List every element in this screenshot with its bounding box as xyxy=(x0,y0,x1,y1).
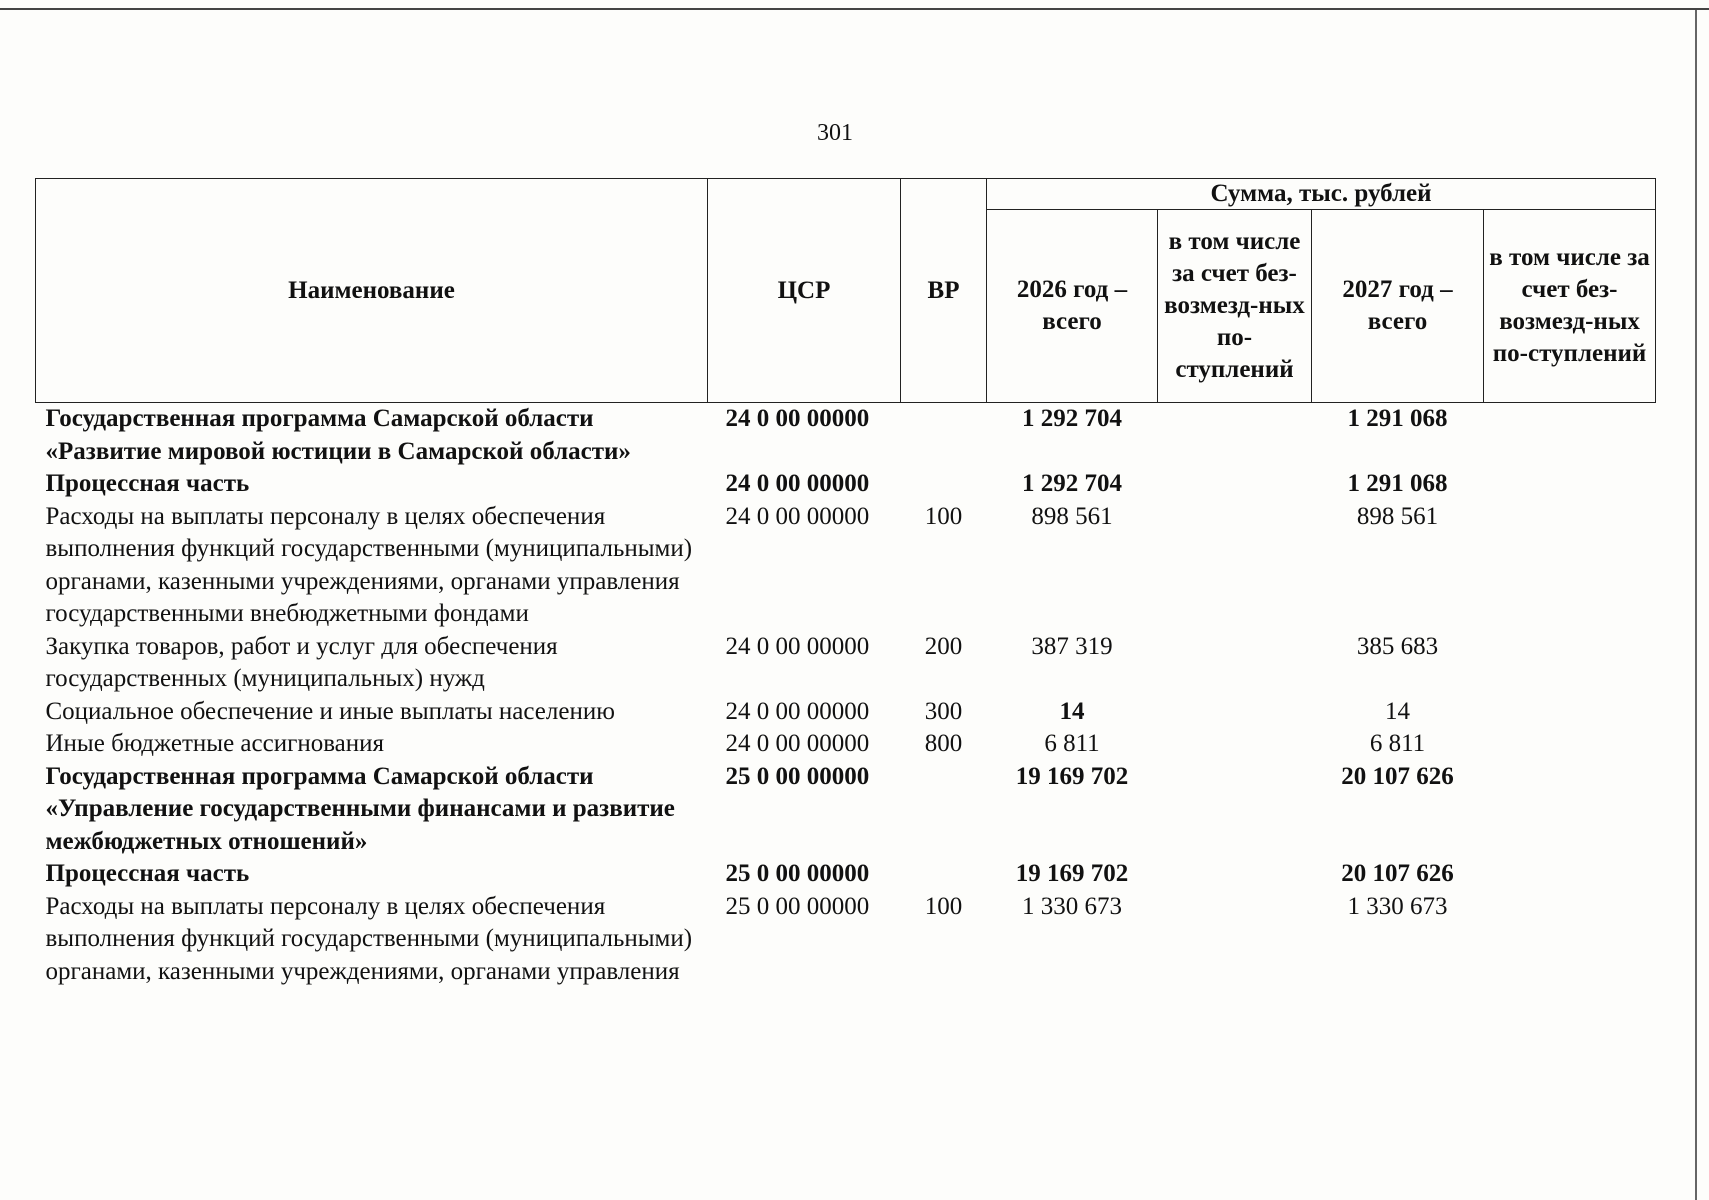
row-name-cell: Процессная часть xyxy=(45,860,250,887)
row-2026-grants-cell xyxy=(1158,891,1312,989)
row-vr-cell: 100 xyxy=(924,892,963,920)
row-2027-grants-cell xyxy=(1484,403,1656,469)
row-2027-total-cell: 14 xyxy=(1385,697,1410,725)
row-vr-cell: 200 xyxy=(924,632,963,660)
row-2027-total-cell: 1 291 068 xyxy=(1347,405,1448,432)
table-body xyxy=(36,403,1656,989)
row-2026-grants-cell xyxy=(1158,858,1312,891)
header-2027-grants: в том числе за счет без-возмезд-ных по-ступлений xyxy=(1484,210,1656,403)
row-2026-grants-cell xyxy=(1158,761,1312,859)
header-csr: ЦСР xyxy=(708,179,901,403)
table-row xyxy=(36,501,1656,631)
row-vr-cell: 300 xyxy=(924,697,963,725)
row-csr-cell: 24 0 00 00000 xyxy=(725,405,870,432)
row-csr-cell: 24 0 00 00000 xyxy=(725,632,870,660)
row-2026-total-cell: 19 169 702 xyxy=(1015,860,1129,887)
page-number: 301 xyxy=(817,120,853,146)
row-2026-total-cell: 1 292 704 xyxy=(1022,405,1122,432)
row-2027-grants-cell xyxy=(1484,761,1656,859)
row-csr-cell: 24 0 00 00000 xyxy=(725,697,870,725)
table-row xyxy=(36,403,1656,469)
header-2026-total: 2026 год – всего xyxy=(987,210,1158,403)
row-csr-cell: 24 0 00 00000 xyxy=(725,470,870,497)
row-csr-cell: 24 0 00 00000 xyxy=(725,502,870,530)
header-2027-total: 2027 год – всего xyxy=(1312,210,1484,403)
table-row xyxy=(36,631,1656,696)
table-row xyxy=(36,858,1656,891)
row-csr-cell: 25 0 00 00000 xyxy=(725,860,870,887)
row-name-cell: Иные бюджетные ассигнования xyxy=(45,730,385,757)
row-name-cell: Закупка товаров, работ и услуг для обеспечения государственных (муниципальных) нужд xyxy=(45,632,558,692)
row-name-cell: Государственная программа Самарской области «Управление государственными финансами и развитие межбюджетных отношений» xyxy=(45,762,675,855)
row-vr-cell xyxy=(901,761,987,859)
header-sum-group: Сумма, тыс. рублей xyxy=(987,179,1656,210)
row-name-cell: Социальное обеспечение и иные выплаты населению xyxy=(45,697,615,725)
row-2026-total-cell: 1 292 704 xyxy=(1022,470,1122,497)
budget-table xyxy=(35,178,1656,988)
row-2027-total-cell: 6 811 xyxy=(1369,730,1426,757)
row-2026-total-cell: 898 561 xyxy=(1031,502,1113,530)
table-header xyxy=(36,179,1656,403)
header-vr: ВР xyxy=(901,179,987,403)
table-row xyxy=(36,728,1656,761)
row-2026-grants-cell xyxy=(1158,696,1312,729)
row-csr-cell: 25 0 00 00000 xyxy=(725,892,870,920)
table-row xyxy=(36,468,1656,501)
row-name-cell: Расходы на выплаты персоналу в целях обеспечения выполнения функций государственными (муниципальными) органами, казенными учреждениями, органами управления государственными внебюджетными фондами xyxy=(45,502,693,627)
row-2026-grants-cell xyxy=(1158,728,1312,761)
row-2026-grants-cell xyxy=(1158,501,1312,631)
row-name-cell: Государственная программа Самарской области «Развитие мировой юстиции в Самарской области» xyxy=(45,405,631,465)
row-2027-grants-cell xyxy=(1484,631,1656,696)
row-vr-cell: 800 xyxy=(924,730,963,757)
row-2027-total-cell: 20 107 626 xyxy=(1341,762,1454,790)
row-2026-grants-cell xyxy=(1158,403,1312,469)
top-border-line xyxy=(0,8,1709,10)
row-2027-grants-cell xyxy=(1484,501,1656,631)
row-2027-total-cell: 898 561 xyxy=(1356,502,1439,530)
row-2027-grants-cell xyxy=(1484,858,1656,891)
row-2026-total-cell: 1 330 673 xyxy=(1022,892,1122,920)
row-2026-total-cell: 14 xyxy=(1059,697,1085,725)
row-2026-total-cell: 19 169 702 xyxy=(1015,762,1129,790)
row-2027-grants-cell xyxy=(1484,696,1656,729)
row-2026-grants-cell xyxy=(1158,631,1312,696)
row-vr-cell: 100 xyxy=(924,502,963,530)
row-vr-cell xyxy=(901,858,987,891)
row-2026-total-cell: 6 811 xyxy=(1044,730,1100,757)
row-2026-total-cell: 387 319 xyxy=(1031,632,1113,660)
row-vr-cell xyxy=(901,468,987,501)
header-2026-grants: в том числе за счет без-возмезд-ных по-ступлений xyxy=(1158,210,1312,403)
row-vr-cell xyxy=(901,403,987,469)
table-row xyxy=(36,761,1656,859)
row-2027-grants-cell xyxy=(1484,891,1656,989)
row-2027-total-cell: 385 683 xyxy=(1356,632,1439,660)
row-2027-grants-cell xyxy=(1484,468,1656,501)
row-2027-total-cell: 1 291 068 xyxy=(1347,470,1448,497)
table-row xyxy=(36,891,1656,989)
row-csr-cell: 25 0 00 00000 xyxy=(725,762,870,790)
row-2027-total-cell: 1 330 673 xyxy=(1347,892,1448,920)
row-csr-cell: 24 0 00 00000 xyxy=(725,730,870,757)
header-name: Наименование xyxy=(36,179,708,403)
row-name-cell: Процессная часть xyxy=(45,470,250,497)
row-name-cell: Расходы на выплаты персоналу в целях обеспечения выполнения функций государственными (муниципальными) органами, казенными учреждениями, органами управления xyxy=(45,892,693,985)
row-2026-grants-cell xyxy=(1158,468,1312,501)
row-2027-total-cell: 20 107 626 xyxy=(1341,860,1454,887)
right-border-line xyxy=(1695,10,1697,1200)
row-2027-grants-cell xyxy=(1484,728,1656,761)
table-row xyxy=(36,696,1656,729)
